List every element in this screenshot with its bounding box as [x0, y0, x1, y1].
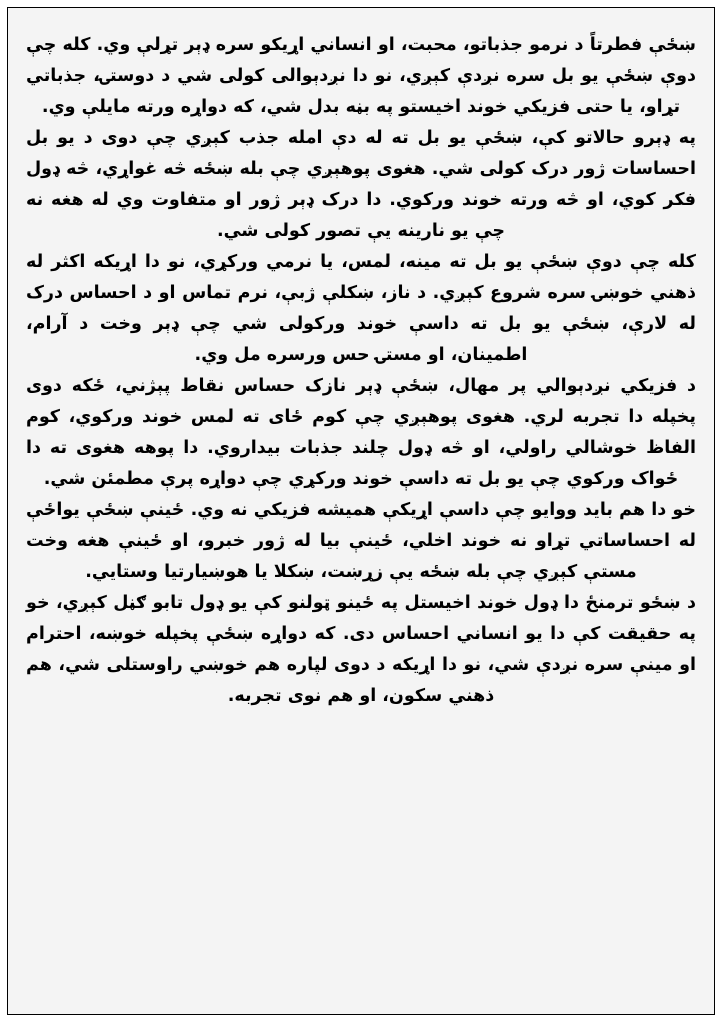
paragraph-5: خو دا هم باید ووایو چې داسې اړیکې همیشه فزیکي نه وي. ځینې ښځې یواځې له احساساتي تړاو نه خوند اخلي، ځینې بیا له ژور خبرو، او ځینې هغه وخت مستې کېږي چې بله ښځه یې زړښت، ښکلا یا هوښیارتیا وستایي.: [26, 500, 696, 582]
page-frame: [7, 7, 715, 1015]
paragraph-4: د فزیکي نږدېوالي پر مهال، ښځې ډېر نازک حساس نقاط پېژني، ځکه دوی پخپله دا تجربه لري. هغوی پوهېږي چې کوم ځای ته لمس خوند ورکوي، کوم الفاظ خوشالي راولي، او څه ډول چلند جذبات بیداروي. دا پوهه هغوی ته دا ځواک ورکوي چې یو بل ته داسې خوند ورکړي چې دواړه پرې مطمئن شي.: [26, 376, 696, 489]
text-body: [26, 30, 696, 712]
paragraph-6: د ښځو ترمنځ دا ډول خوند اخیستل په ځینو ټولنو کې یو ډول تابو ګڼل کېږي، خو په حقیقت کې دا یو انساني احساس دی. که دواړه ښځې پخپله خوښه، احترام او مینې سره نږدې شي، نو دا اړیکه د دوی لپاره هم خوښي راوستلی شي، هم ذهني سکون، او هم نوی تجربه.: [26, 593, 696, 706]
paragraph-2: په ډېرو حالاتو کې، ښځې یو بل ته له دې امله جذب کېږي چې دوی د یو بل احساسات ژور درک کولی شي. هغوی پوهېږي چې بله ښځه څه غواړي، څه ډول فکر کوي، او څه ورته خوند ورکوي. دا درک ډېر ژور او متفاوت وي له هغه نه چې یو نارینه یې تصور کولی شي.: [26, 128, 696, 241]
paragraph-1: ښځې فطرتاً د نرمو جذباتو، محبت، او انساني اړیکو سره ډېر تړلې وي. کله چې دوې ښځې یو بل سره نږدې کېږي، نو دا نږدېوالی کولی شي د دوستۍ، جذباتي تړاو، یا حتی فزیکي خوند اخیستو په بڼه بدل شي، که دواړه ورته مايلې وي.: [26, 35, 696, 117]
paragraph-3: کله چې دوې ښځې یو بل ته مینه، لمس، یا نرمي ورکړي، نو دا اړیکه اکثر له ذهني خوښۍ سره شروع کېږي. د ناز، ښکلې ژبې، نرم تماس او د احساس درک له لارې، ښځې یو بل ته داسې خوند ورکولی شي چې ډېر وخت د آرام، اطمینان، او مستۍ حس ورسره مل وي.: [26, 252, 696, 365]
